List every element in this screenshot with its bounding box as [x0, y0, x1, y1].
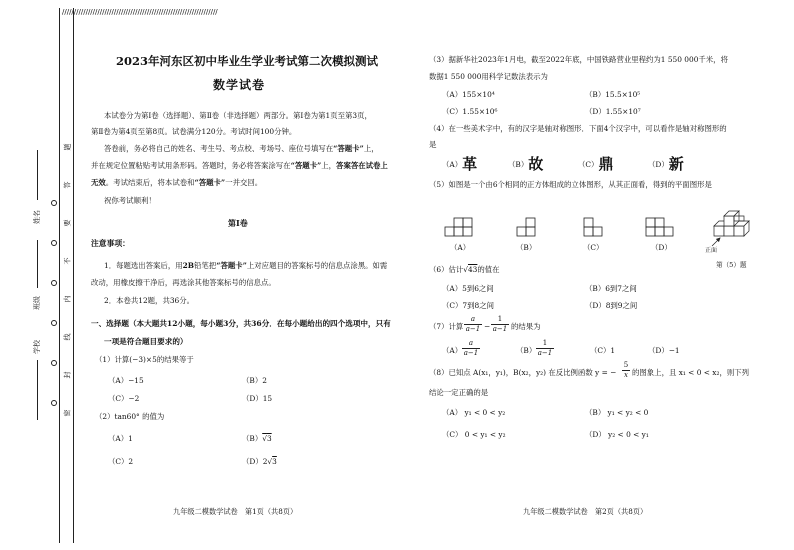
seal-label-nei: 内 — [63, 295, 72, 303]
q8-option-a: （A） y₁ < 0 < y₂ — [442, 408, 506, 417]
q5-label-b: （B） — [516, 243, 537, 252]
question-8-cont: 结论一定正确的是 — [429, 388, 489, 397]
question-7: （7）计算 — [429, 322, 464, 331]
notice-1: 1．每题选出答案后，用2B铅笔把“答题卡”上对应题目的答案标号的信息点涂黑。如需 — [104, 261, 388, 270]
q5-figure-b — [516, 216, 546, 240]
q5-front-label: 正面 — [705, 247, 718, 254]
exam-subtitle: 数学试卷 — [213, 78, 266, 92]
binding-ring — [51, 360, 57, 366]
seal-label-bu: 不 — [63, 257, 72, 265]
q5-figure-c — [583, 216, 613, 240]
q1-option-d: （D）15 — [242, 394, 273, 403]
notice-2: 2．本卷共12题，共36分。 — [104, 296, 195, 305]
question-7-cont: 的结果为 — [511, 322, 541, 331]
q5-figure-d — [645, 216, 685, 240]
seal-label-xian: 线 — [63, 333, 72, 341]
q5-label-a: （A） — [450, 243, 471, 252]
question-6: （6）估计√43的值在 — [429, 265, 500, 274]
q7-option-d: （D）−1 — [648, 346, 680, 355]
q2-option-c: （C）2 — [108, 457, 134, 466]
page-1 — [86, 0, 404, 550]
question-4: （4）在一些美术字中，有的汉字是轴对称图形．下面4个汉字中，可以看作是轴对称图形的 — [429, 124, 727, 133]
question-3: （3）据新华社2023年1月电，截至2022年底，中国铁路营业里程约为1 550 000千米，将 — [429, 55, 728, 64]
q3-option-a: （A）155×10⁴ — [442, 90, 495, 99]
q2-option-d: （D）2√3 — [242, 457, 277, 466]
binding-line — [73, 8, 74, 543]
binding-line-inner — [59, 8, 60, 543]
binding-ring — [51, 280, 57, 286]
section-heading: 第Ⅰ卷 — [228, 218, 248, 228]
q7-option-b: （B） — [516, 346, 537, 355]
seal-label-mi: 密 — [63, 409, 72, 417]
q1-option-c: （C）−2 — [108, 394, 140, 403]
q7-fraction-1: a a−1 — [465, 315, 481, 333]
question-5: （5）如图是一个由6个相同的正方体组成的立体图形，从其正面看，得到的平面图形是 — [429, 180, 712, 189]
question-4-cont: 是 — [429, 140, 437, 149]
intro-line-3: 答卷前，务必将自己的姓名、考生号、考点校、考场号、座位号填写在“答题卡”上， — [104, 144, 379, 153]
q7-option-b-fraction: 1 a−1 — [537, 339, 553, 357]
q5-solid-figure — [710, 204, 755, 249]
field-name-underline — [37, 150, 38, 200]
seal-label-ti: 题 — [63, 143, 72, 151]
seal-label-da: 答 — [63, 181, 72, 189]
binding-ring — [51, 400, 57, 406]
q6-option-a: （A）5到6之间 — [442, 284, 494, 293]
q1-option-a: （A）−15 — [108, 376, 144, 385]
page-2-footer: 九年级二模数学试卷 第2页（共8页） — [523, 507, 648, 516]
binding-ring — [51, 200, 57, 206]
field-school-label: 学校 — [33, 340, 41, 354]
notice-1-cont: 改动，用橡皮擦干净后，再选涂其他答案标号的信息点。 — [91, 278, 276, 287]
question-8-mid: 的图象上，且 x₁ < 0 < x₂，则下列 — [632, 368, 750, 377]
q8-option-d: （D） y₂ < 0 < y₁ — [585, 430, 649, 439]
binding-ring — [51, 240, 57, 246]
exam-title: 2023年河东区初中毕业生学业考试第二次模拟测试 — [116, 54, 379, 68]
question-1: （1）计算(−3)×5的结果等于 — [95, 355, 194, 364]
q5-label-c: （C） — [583, 243, 604, 252]
intro-line-6: 祝你考试顺利！ — [104, 196, 156, 205]
intro-line-1: 本试卷分为第Ⅰ卷（选择题）、第Ⅱ卷（非选择题）两部分。第Ⅰ卷为第1页至第3页， — [104, 111, 372, 120]
binding-ring — [51, 320, 57, 326]
question-8: （8）已知点 A(x₁，y₁)，B(x₂，y₂) 在反比例函数 y = − — [429, 368, 617, 377]
q8-fraction: 5 x — [623, 361, 629, 379]
q8-option-c: （C） 0 < y₁ < y₂ — [442, 430, 506, 439]
field-name-label: 姓名 — [33, 210, 41, 224]
intro-line-5: 无效。考试结束后，将本试卷和“答题卡”一并交回。 — [91, 178, 263, 187]
q7-minus: − — [484, 322, 491, 331]
page-2 — [420, 0, 790, 550]
field-class-label: 班级 — [33, 296, 41, 310]
q4-option-b: （B）故 — [508, 155, 544, 173]
q4-option-a: （A）革 — [442, 155, 478, 173]
q6-option-d: （D）8到9之间 — [585, 301, 638, 310]
intro-line-4: 并在规定位置粘贴考试用条形码。答题时，务必将答案涂写在“答题卡”上，答案答在试卷上 — [91, 161, 388, 170]
intro-line-2: 第Ⅱ卷为第4页至第8页。试卷满分120分。考试时间100分钟。 — [91, 127, 297, 136]
seal-label-feng: 封 — [63, 371, 72, 379]
part-1-heading-cont: 一项是符合题目要求的） — [104, 337, 188, 346]
q4-option-c: （C）鼎 — [578, 155, 614, 173]
page-1-footer: 九年级二模数学试卷 第1页（共8页） — [173, 507, 298, 516]
q3-option-d: （D）1.55×10⁷ — [585, 107, 641, 116]
question-2: （2）tan60° 的值为 — [95, 412, 165, 421]
field-school-underline — [37, 360, 38, 420]
q5-label-d: （D） — [651, 243, 672, 252]
q7-fraction-2: 1 a−1 — [492, 315, 508, 333]
dash-border-left: ////////////////////////////////////////////////////////////////// — [62, 8, 218, 16]
q4-option-d: （D）新 — [648, 155, 684, 173]
q6-option-c: （C）7到8之间 — [442, 301, 495, 310]
q2-option-b: （B）√3 — [242, 434, 272, 443]
q1-option-b: （B）2 — [242, 376, 267, 385]
q5-caption: 第（5）题 — [716, 261, 747, 269]
q5-figure-a — [444, 216, 484, 240]
q2-option-a: （A）1 — [108, 434, 133, 443]
q7-option-a-fraction: a a−1 — [463, 339, 479, 357]
notice-heading: 注意事项： — [91, 239, 130, 248]
q7-option-a: （A） — [442, 346, 463, 355]
q7-option-c: （C）1 — [590, 346, 616, 355]
q3-option-b: （B）15.5×10⁵ — [585, 90, 641, 99]
question-3-cont: 数据1 550 000用科学记数法表示为 — [429, 72, 548, 81]
field-class-underline — [37, 240, 38, 288]
q8-option-b: （B） y₁ < y₂ < 0 — [585, 408, 649, 417]
q3-option-c: （C）1.55×10⁶ — [442, 107, 498, 116]
part-1-heading: 一、选择题（本大题共12小题，每小题3分，共36分．在每小题给出的四个选项中，只有 — [91, 319, 391, 328]
q6-option-b: （B）6到7之间 — [585, 284, 637, 293]
seal-label-yao: 要 — [63, 219, 72, 227]
